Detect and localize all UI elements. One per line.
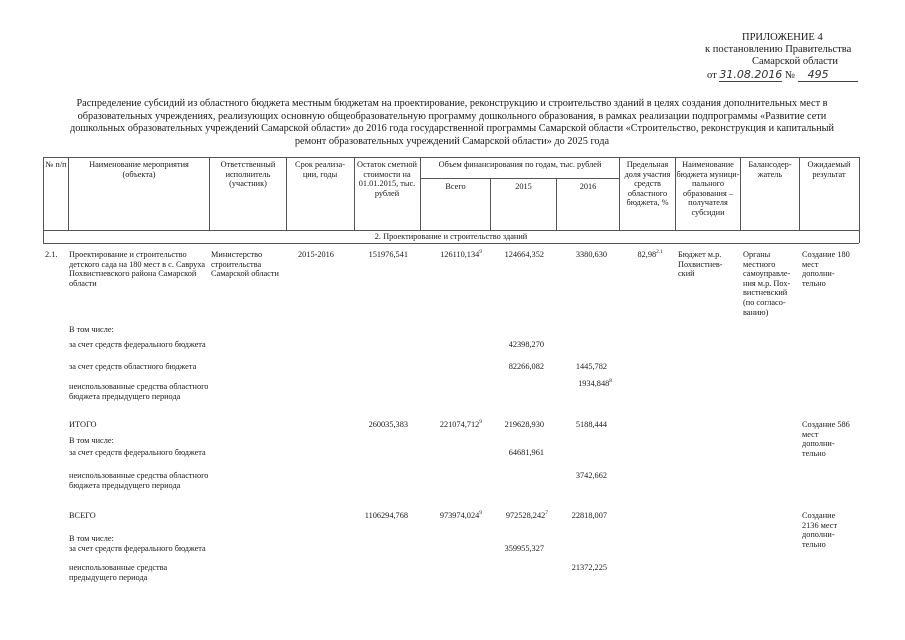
appendix-decree-ref: к постановлению Правительства [705,44,852,55]
col-header-executor: Ответственный исполнитель (участник) [220,160,276,189]
appendix-region: Самарской области [752,56,838,67]
row-remainder: 151976,541 [368,250,408,259]
number-prefix: № [784,70,795,81]
col-header-total: Всего [445,182,466,191]
vsego-total [420,511,482,521]
appendix-label: ПРИЛОЖЕНИЕ 4 [742,32,823,43]
row-executor: Министерство строительства Самарской области [211,250,279,279]
vsego-2015-footnote: 7 [545,510,548,516]
row-num: 2.1. [45,250,58,259]
col-header-result: Ожидаемый результат [807,160,851,179]
itogo-unused-label: неиспользованные средства областного бюджета предыдущего периода [69,471,209,490]
title-line-4: ремонт образовательных учреждений Самарской области» до 2025 года [294,135,610,147]
vsego-federal-label: за счет средств федерального бюджета [69,544,206,553]
itogo-2016: 5188,444 [575,420,607,429]
col-header-remainder: Остаток сметной стоимости на 01.01.2015, тыс. рублей [357,160,417,198]
itogo-sub-label: В том числе: [69,436,114,445]
vsego-total-value: 973974,024 [439,511,480,520]
vsego-total-footnote: 9 [479,510,482,516]
row-2016: 3380,630 [575,250,607,259]
breakdown-unused-footnote: 8 [609,378,612,384]
vsego-sub-label: В том числе: [69,534,114,543]
row-holder: Органы местного самоуправле-ния м.р. Пох-вистневский (по согласо-ванию) [743,250,791,317]
row-total [420,250,482,260]
col-header-financing: Объем финансирования по годам, тыс. рублей [438,160,602,169]
decree-date: 31.08.2016 [719,68,783,81]
itogo-remainder: 260035,383 [368,420,408,429]
col-header-2015: 2015 [515,182,532,191]
title-line-2: образовательных учреждениях, реализующих основную общеобразовательную программу дошкольного образования, в рамках реализации подпрограммы «Развитие сети [77,110,827,122]
col-header-holder: Балансодер-жатель [748,160,792,179]
appendix-date-line [707,69,858,82]
vsego-unused-2016: 21372,225 [571,563,607,572]
breakdown-unused-value: 1934,848 [578,379,610,388]
itogo-federal-label: за счет средств федерального бюджета [69,448,206,457]
row-result: Создание 180 мест дополни-тельно [802,250,850,288]
row-2015: 124664,352 [504,250,544,259]
section-title: 2. Проектирование и строительство зданий [374,232,528,241]
col-header-2016: 2016 [579,182,597,191]
decree-number: 495 [798,69,858,82]
vsego-2015-value: 972528,242 [505,511,546,520]
vsego-2015 [490,511,548,521]
breakdown-federal-label: за счет средств федерального бюджета [69,340,206,349]
col-header-num: № п/п [45,160,67,169]
row-period: 2015-2016 [298,250,334,259]
document-title [22,98,882,148]
itogo-2015: 219628,930 [504,420,544,429]
itogo-label: ИТОГО [69,420,97,429]
itogo-total-value: 221074,712 [439,420,480,429]
itogo-result: Создание 586 мест дополни-тельно [802,420,850,458]
col-header-budget-name: Наименование бюджета муници-пального образования – получателя субсидии [676,160,740,217]
title-line-3: дошкольных образовательных учреждений Самарской области» до 2016 года государственной программы Самарской области «Строительство, реконструкция и капитальный [69,123,835,135]
row-name: Проектирование и строительство детского сада на 180 мест в с. Савруха Похвистневского района Самарской области [69,250,206,288]
vsego-result: Создание 2136 мест дополни-тельно [802,511,838,549]
row-budget-name: Бюджет м.р. Похвистнев-ский [678,250,723,279]
breakdown-unused-label: неиспользованные средства областного бюджета предыдущего периода [69,382,209,401]
row-total-footnote: 9 [479,249,482,255]
vsego-2016: 22818,007 [571,511,607,520]
vsego-label: ВСЕГО [69,511,96,520]
row-share-value: 82,98 [637,250,657,259]
col-header-name: Наименование мероприятия (объекта) [89,160,189,179]
vsego-federal-2015: 359955,327 [504,544,544,553]
itogo-total [420,420,482,430]
itogo-federal-2015: 64681,961 [508,448,544,457]
date-prefix: от [707,70,717,81]
row-share [620,250,663,260]
breakdown-regional-2016: 1445,782 [575,362,607,371]
row-share-footnote: 2.1 [656,249,663,255]
breakdown-federal-2015: 42398,270 [508,340,544,349]
itogo-unused-2016: 3742,662 [575,471,607,480]
col-header-share: Предельная доля участия средств областного бюджета, % [624,160,671,208]
itogo-total-footnote: 9 [479,419,482,425]
row-total-value: 126110,134 [440,250,480,259]
col-header-period: Срок реализа-ции, годы [295,160,345,179]
breakdown-regional-2015: 82266,082 [508,362,544,371]
title-line-1: Распределение субсидий из областного бюджета местным бюджетам на проектирование, реконструкцию и строительство зданий в целях создания дополнительных мест в [76,98,828,109]
breakdown-label: В том числе: [69,325,114,334]
breakdown-unused-2016 [550,379,612,389]
vsego-unused-label: неиспользованные средства предыдущего периода [69,563,168,582]
breakdown-regional-label: за счет средств областного бюджета [69,362,197,371]
vsego-remainder: 1106294,768 [364,511,408,520]
